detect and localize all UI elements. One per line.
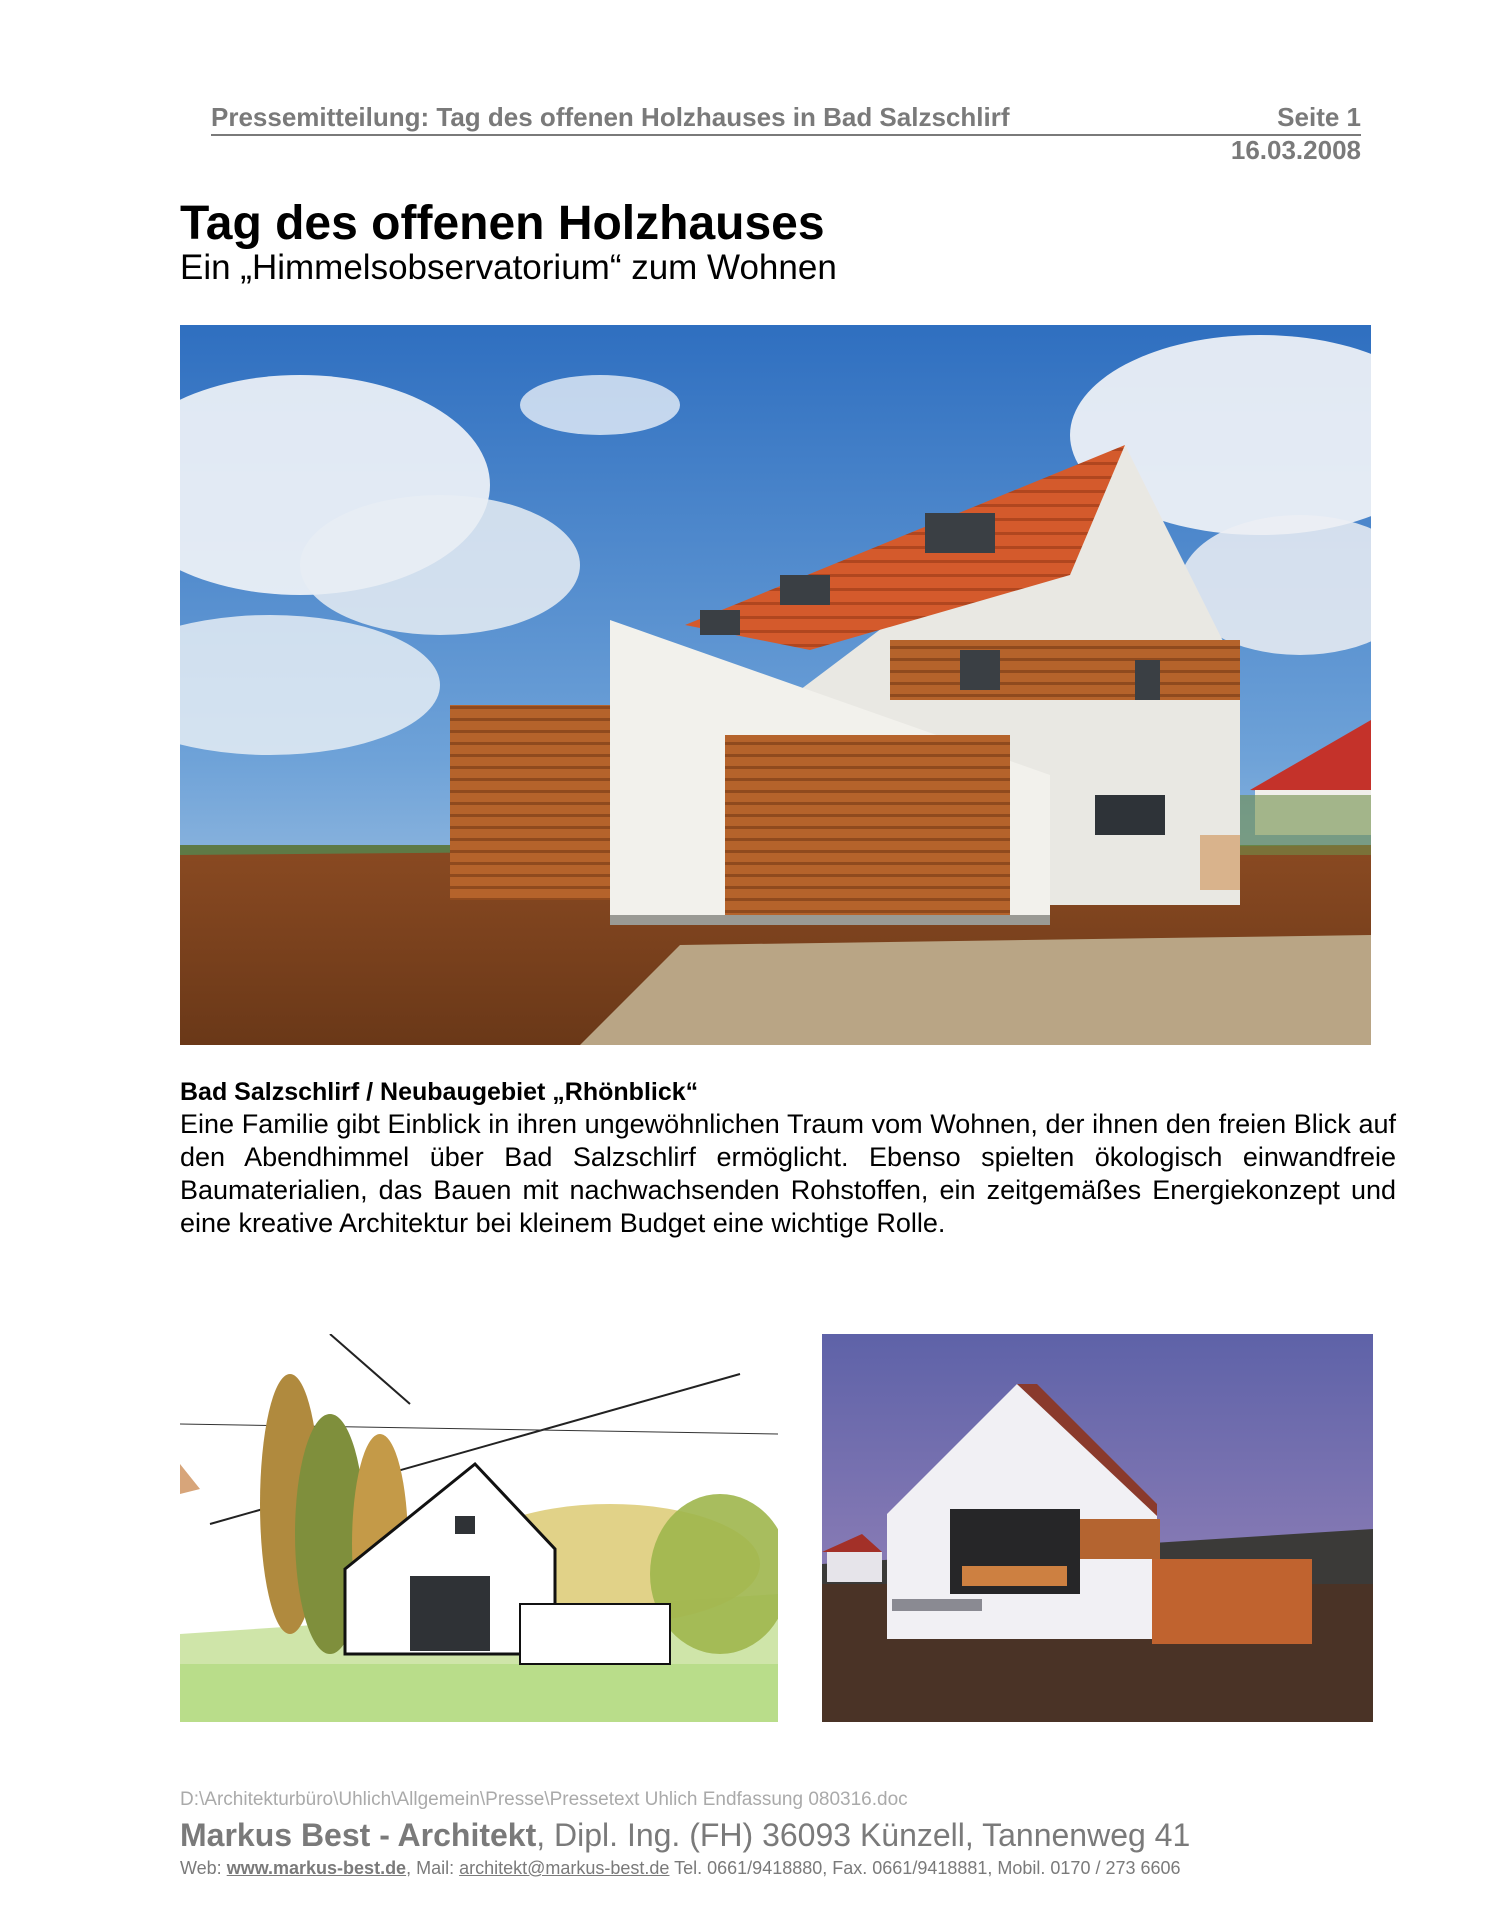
website-link[interactable]: www.markus-best.de <box>226 1858 407 1878</box>
article-subheading: Bad Salzschlirf / Neubaugebiet „Rhönblick“ <box>180 1078 699 1106</box>
phone-numbers: Tel. 0661/9418880, Fax. 0661/9418881, Mobil. 0170 / 273 6606 <box>669 1858 1181 1878</box>
house-dusk-photo <box>822 1334 1373 1722</box>
architect-name: Markus Best - Architekt <box>180 1817 537 1853</box>
mail-label: , Mail: <box>406 1858 460 1878</box>
article-body: Eine Familie gibt Einblick in ihren ungewöhnlichen Traum vom Wohnen, der ihnen den freien Blick auf den Abendhimmel über Bad Salzschlirf ermöglicht. Ebenso spielten ökologisch einwandfreie Baumaterialien, das Bauen mit nachwachsenden Rohstoffen, ein zeitgemäßes Energiekonzept und eine kreative Architektur bei kleinem Budget eine wichtige Rolle. <box>180 1109 1396 1238</box>
header-date: 16.03.2008 <box>1230 135 1361 165</box>
page-number: Seite 1 <box>1277 102 1361 132</box>
architect-line <box>180 1817 1190 1854</box>
architect-sketch <box>180 1334 778 1722</box>
contact-line <box>180 1858 1181 1879</box>
page-subtitle: Ein „Himmelsobservatorium“ zum Wohnen <box>180 248 837 287</box>
architect-credentials: , Dipl. Ing. (FH) 36093 Künzell, Tannenweg 41 <box>536 1817 1191 1853</box>
web-label: Web: <box>180 1858 227 1878</box>
header-title: Pressemitteilung: Tag des offenen Holzhauses in Bad Salzschlirf <box>211 102 1010 132</box>
file-path: D:\Architekturbüro\Uhlich\Allgemein\Presse\Pressetext Uhlich Endfassung 080316.doc <box>180 1789 908 1810</box>
page-title: Tag des offenen Holzhauses <box>180 197 825 250</box>
email-link[interactable]: architekt@markus-best.de <box>459 1858 670 1878</box>
house-photo <box>180 325 1371 1045</box>
